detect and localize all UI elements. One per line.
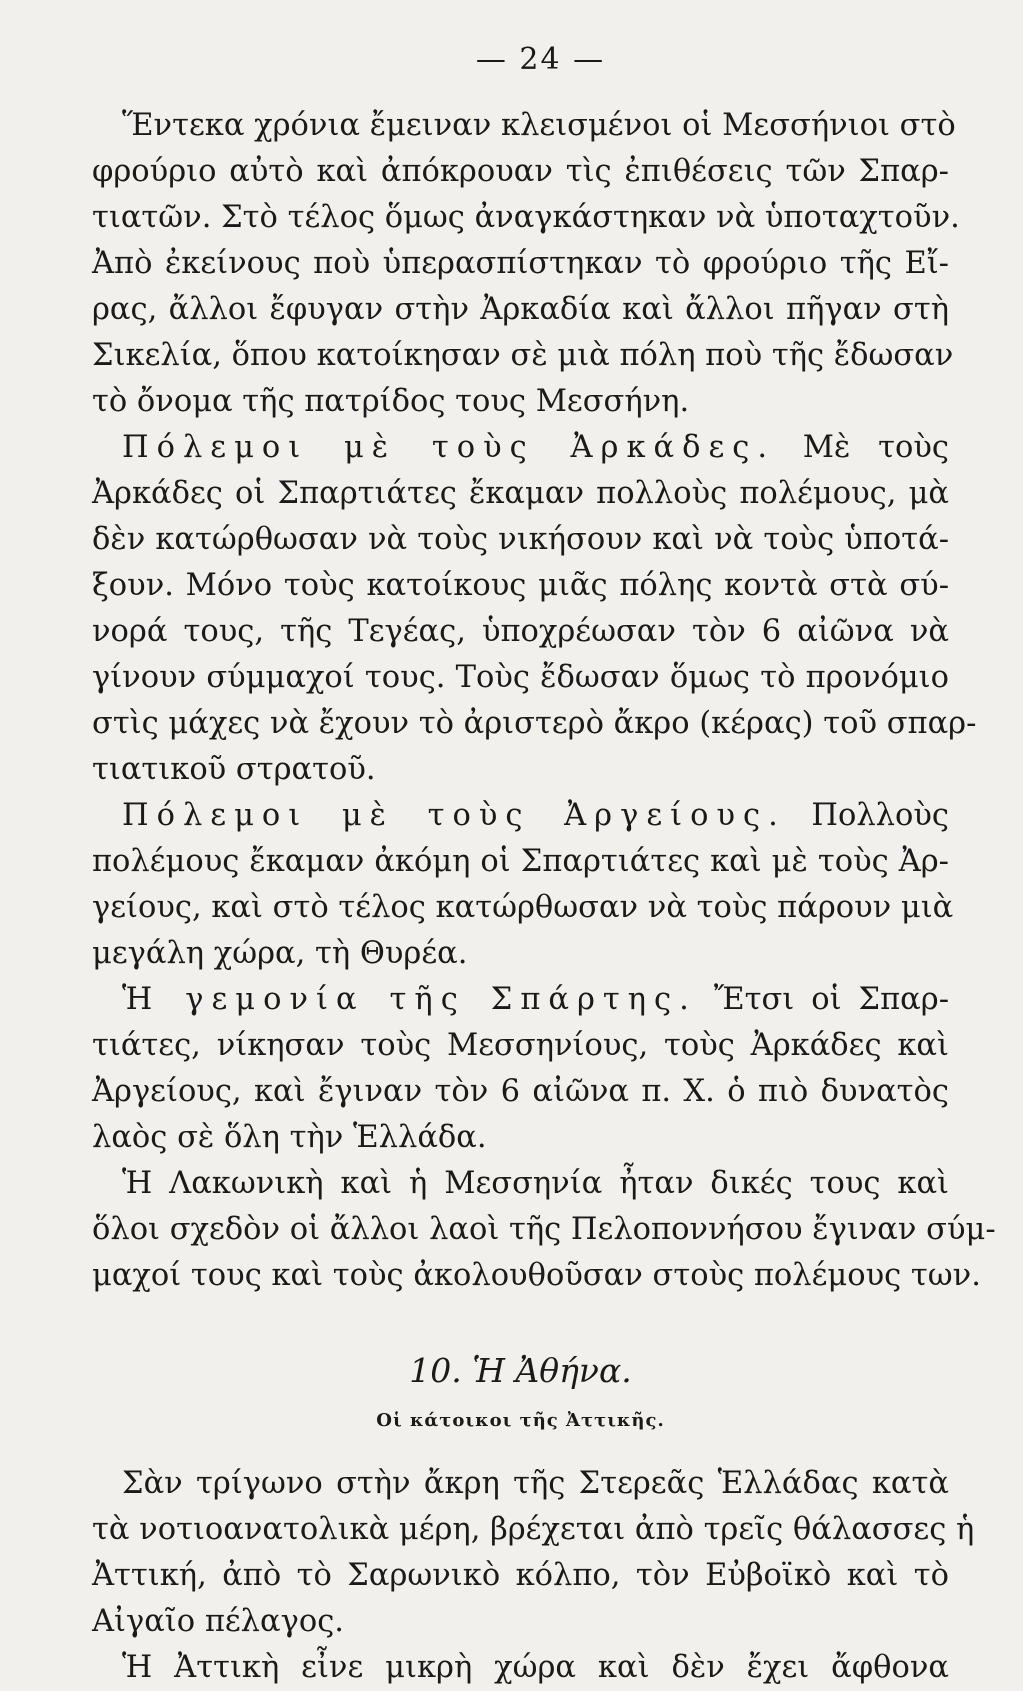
text-line: πολέμους ἔκαμαν ἀκόμη οἱ Σπαρτιάτες καὶ μὲ τοὺς Ἀρ- [92,844,949,879]
text-line: Ἀργείους, καὶ ἔγιναν τὸν 6 αἰῶνα π. Χ. ὁ πιὸ δυνατὸς [92,1074,949,1109]
paragraph-attica-geography [92,1461,975,1645]
text-line: Ἡ Λακωνικὴ καὶ ἡ Μεσσηνία ἦταν δικές τους καὶ [122,1166,949,1201]
text-line: Σικελία, ὅπου κατοίκησαν σὲ μιὰ πόλη ποὺ τῆς ἔδωσαν [92,338,954,373]
text-line: μαχοί τους καὶ τοὺς ἀκολουθοῦσαν στοὺς πολέμους των. [92,1258,981,1293]
paragraph-argives [92,793,954,977]
text-line: μεγάλη χώρα, τὴ Θυρέα. [92,936,468,971]
section-title: Οἱ κάτοικοι τῆς Ἀττικῆς. [376,1410,665,1431]
text-line: τιάτες, νίκησαν τοὺς Μεσσηνίους, τοὺς Ἀρκάδες καὶ [92,1028,949,1063]
text-line: γίνουν σύμμαχοί τους. Τοὺς ἔδωσαν ὅμως τὸ προνόμιο [92,660,949,695]
chapter-title: 10. Ἡ Ἀθήνα. [409,1351,632,1390]
text-line: φρούριο αὐτὸ καὶ ἀπόκρουαν τὶς ἐπιθέσεις τῶν Σπαρ- [92,154,949,189]
text-line: Ἀττική, ἀπὸ τὸ Σαρωνικὸ κόλπο, τὸν Εὐβοϊκὸ καὶ τὸ [92,1558,949,1593]
text-fragment: Ἔτσι οἱ Σπαρ- [713,982,949,1017]
text-line: ρας, ἄλλοι ἔφυγαν στὴν Ἀρκαδία καὶ ἄλλοι πῆγαν στὴ [92,292,949,327]
section-heading: Πόλεμοι μὲ τοὺς Ἀργείους. [122,798,786,833]
text-line: Αἰγαῖο πέλαγος. [92,1604,344,1639]
paragraph-attica-small [92,1645,949,1691]
text-line: Ἀπὸ ἐκείνους ποὺ ὑπερασπίστηκαν τὸ φρούριο τῆς Εἴ- [92,246,949,281]
text-line: δὲν κατώρθωσαν νὰ τοὺς νικήσουν καὶ νὰ τοὺς ὑποτά- [92,522,949,557]
text-line: γείους, καὶ στὸ τέλος κατώρθωσαν νὰ τοὺς πάρουν μιὰ [92,890,954,925]
text-fragment: Πολλοὺς [811,798,949,833]
text-line: τὰ νοτιοανατολικὰ μέρη, βρέχεται ἀπὸ τρεῖς θάλασσες ἡ [92,1512,975,1547]
text-line [92,793,949,839]
section-heading: Πόλεμοι μὲ τοὺς Ἀρκάδες. [122,430,776,465]
text-line: νορά τους, τῆς Τεγέας, ὑποχρέωσαν τὸν 6 αἰῶνα νὰ [92,614,949,649]
text-line: Ἕντεκα χρόνια ἔμειναν κλεισμένοι οἱ Μεσσήνιοι στὸ [122,108,956,143]
paragraph-arcadians [92,425,977,793]
text-line: Σὰν τρίγωνο στὴν ἄκρη τῆς Στερεᾶς Ἑλλάδας κατὰ [122,1466,949,1501]
section-heading: Ἡ γεμονία τῆς Σπάρτης. [122,982,697,1017]
paragraph-hegemony [92,977,949,1161]
text-fragment: Μὲ τοὺς [802,430,949,465]
text-line [92,977,949,1023]
text-line: ὅλοι σχεδὸν οἱ ἄλλοι λαοὶ τῆς Πελοποννήσου ἔγιναν σύμ- [92,1212,996,1247]
paragraph-allies [92,1161,996,1299]
text-line: Ἡ Ἀττικὴ εἶνε μικρὴ χώρα καὶ δὲν ἔχει ἄφθονα [122,1650,949,1685]
page-number: — 24 — [475,42,606,77]
paragraph-messenians [92,103,960,425]
text-line: τιατῶν. Στὸ τέλος ὅμως ἀναγκάστηκαν νὰ ὑποταχτοῦν. [92,200,960,235]
text-line: στὶς μάχες νὰ ἔχουν τὸ ἀριστερὸ ἄκρο (κέρας) τοῦ σπαρ- [92,706,977,741]
text-line [92,425,949,471]
text-line: τιατικοῦ στρατοῦ. [92,752,376,787]
text-line: λαὸς σὲ ὅλη τὴν Ἑλλάδα. [92,1120,487,1155]
text-line: τὸ ὄνομα τῆς πατρίδος τους Μεσσήνη. [92,384,690,419]
text-line: Ἀρκάδες οἱ Σπαρτιάτες ἔκαμαν πολλοὺς πολέμους, μὰ [92,476,949,511]
text-line: ξουν. Μόνο τοὺς κατοίκους μιᾶς πόλης κοντὰ στὰ σύ- [92,568,949,603]
